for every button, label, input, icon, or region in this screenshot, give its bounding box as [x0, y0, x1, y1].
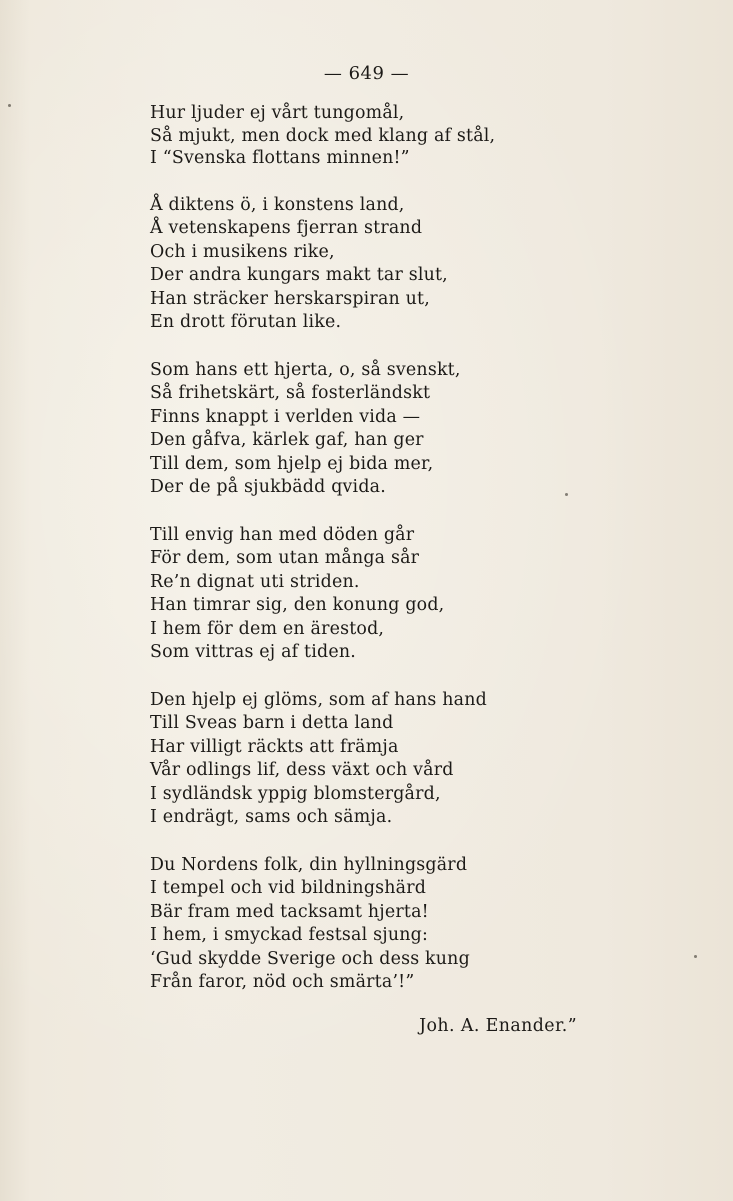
poem-line: Han sträcker herskarspiran ut, — [150, 288, 430, 309]
poem-line: Der de på sjukbädd qvida. — [150, 477, 386, 497]
stanza-6 — [150, 854, 670, 995]
poem-line: Der andra kungars makt tar slut, — [150, 265, 448, 285]
poem — [150, 102, 670, 995]
poem-line: En drott förutan like. — [150, 312, 342, 332]
paper-speck — [694, 955, 697, 958]
poem-line: Och i musikens rike, — [150, 241, 335, 262]
stanza-5 — [150, 689, 670, 830]
poem-line: Han timrar sig, den konung god, — [150, 595, 445, 615]
poem-line: Bär fram med tacksamt hjerta! — [150, 901, 429, 922]
author-signature: Joh. A. Enander.” — [419, 1016, 577, 1036]
poem-line: Å vetenskapens fjerran strand — [150, 218, 423, 238]
poem-line: Som hans ett hjerta, o, så svenskt, — [150, 359, 461, 380]
poem-line: I endrägt, sams och sämja. — [150, 807, 393, 827]
poem-line: Till envig han med döden går — [150, 524, 415, 545]
stanza-3 — [150, 359, 670, 500]
poem-line: Finns knappt i verlden vida — — [150, 406, 421, 427]
stanza-2 — [150, 194, 670, 335]
poem-line: Hur ljuder ej vårt tungomål, — [150, 103, 405, 123]
paper-speck — [565, 493, 568, 496]
poem-line: Den hjelp ej glöms, som af hans hand — [150, 689, 487, 710]
poem-line: I “Svenska flottans minnen!” — [150, 148, 410, 168]
poem-line: Har villigt räckts att främja — [150, 736, 399, 757]
poem-line: Så mjukt, men dock med klang af stål, — [150, 125, 496, 146]
paper-speck — [8, 104, 11, 107]
poem-line: Den gåfva, kärlek gaf, han ger — [150, 430, 424, 450]
poem-line: Till dem, som hjelp ej bida mer, — [150, 453, 434, 474]
poem-line: Re’n dignat uti striden. — [150, 571, 360, 592]
poem-line: I hem för dem en ärestod, — [150, 618, 385, 639]
poem-line: För dem, som utan många sår — [150, 548, 420, 568]
stanza-4 — [150, 524, 670, 665]
poem-line: Från faror, nöd och smärta’!” — [150, 972, 415, 992]
poem-line: Du Nordens folk, din hyllningsgärd — [150, 854, 468, 875]
stanza-1 — [150, 102, 670, 170]
poem-line: Till Sveas barn i detta land — [150, 713, 394, 733]
poem-line: I hem, i smyckad festsal sjung: — [150, 925, 429, 945]
poem-line: Å diktens ö, i konstens land, — [150, 194, 405, 215]
page-number: — 649 — — [323, 63, 410, 84]
poem-line: I sydländsk yppig blomstergård, — [150, 783, 441, 804]
poem-line: I tempel och vid bildningshärd — [150, 878, 427, 898]
poem-line: Så frihetskärt, så fosterländskt — [150, 383, 431, 403]
poem-line: Vår odlings lif, dess växt och vård — [150, 760, 454, 780]
poem-line: ‘Gud skydde Sverige och dess kung — [150, 948, 470, 969]
poem-line: Som vittras ej af tiden. — [150, 642, 356, 662]
